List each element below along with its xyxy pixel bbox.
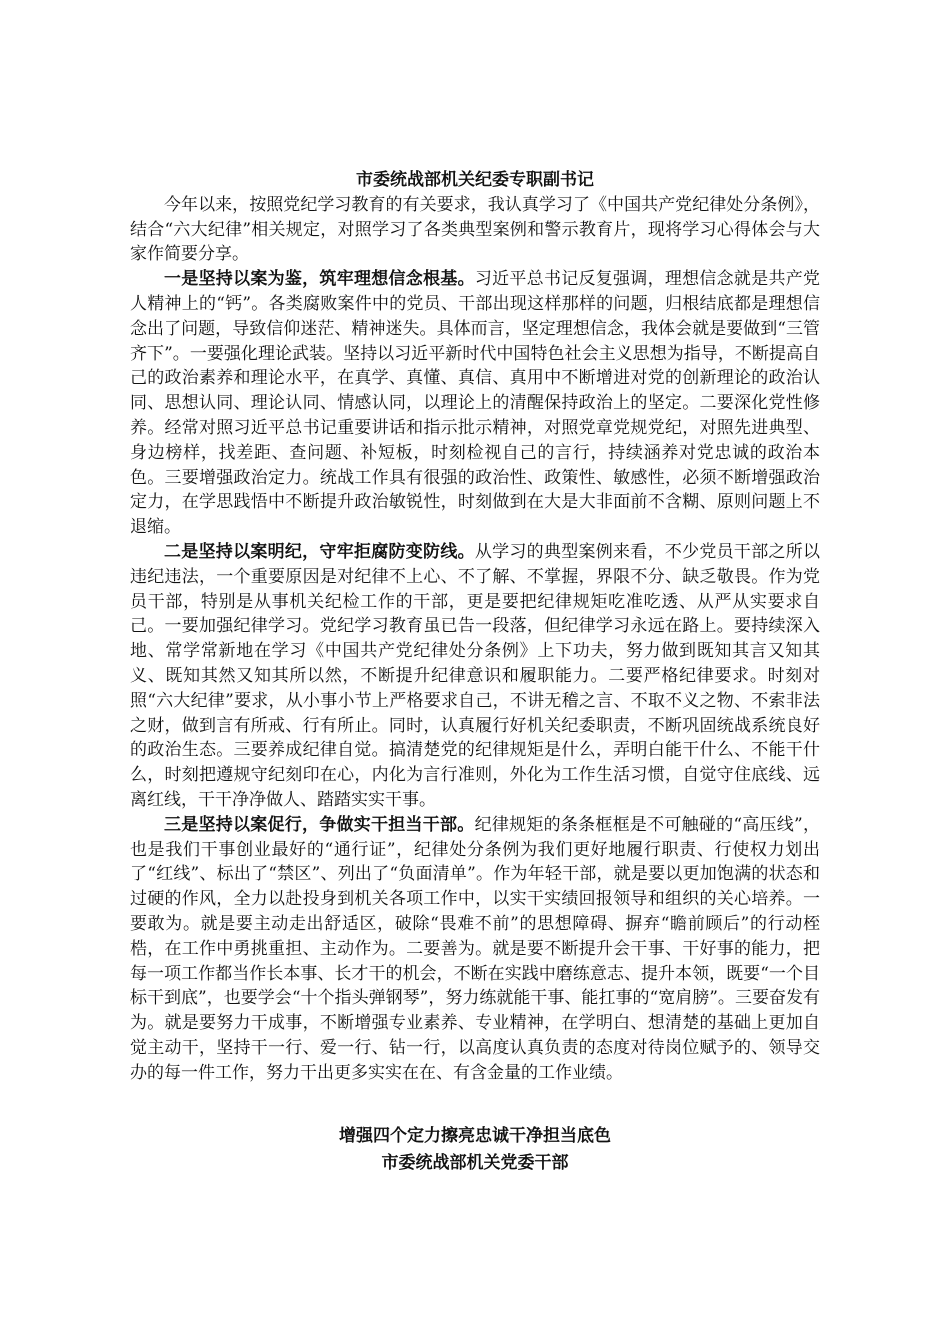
section-spacer [130, 1085, 820, 1123]
paragraph-3-lead: 三是坚持以案促行，争做实干担当干部。 [164, 814, 475, 835]
paragraph-2-lead: 二是坚持以案明纪，守牢拒腐防变防线。 [164, 541, 475, 562]
paragraph-1 [130, 267, 820, 540]
paragraph-3-body: 纪律规矩的条条框框是不可触碰的“高压线”，也是我们干事创业最好的“通行证”，纪律处分条例为我们更好地履行职责、行使权力划出了“红线”、标出了“禁区”、列出了“负面清单”。作为年轻干部，就是要以更加饱满的状态和过硬的作风，全力以赴投身到机关各项工作中，以实干实绩回报领导和组织的关心培养。一要敢为。就是要主动走出舒适区，破除“畏难不前”的思想障碍、摒弃“瞻前顾后”的行动桎梏，在工作中勇挑重担、主动作为。二要善为。就是要不断提升会干事、干好事的能力，把每一项工作都当作长本事、长才干的机会，不断在实践中磨练意志、提升本领，既要“一个目标干到底”，也要学会“十个指头弹钢琴”，努力练就能干事、能扛事的“宽肩膀”。三要奋发有为。就是要努力干成事，不断增强专业素养、专业精神，在学明白、想清楚的基础上更加自觉主动干，坚持干一行、爱一行、钻一行，以高度认真负责的态度对待岗位赋予的、领导交办的每一件工作，努力干出更多实实在在、有含金量的工作业绩。 [130, 814, 821, 1083]
document-page [130, 168, 820, 1177]
paragraph-2-body: 从学习的典型案例来看，不少党员干部之所以违纪违法，一个重要原因是对纪律不上心、不了解、不掌握，界限不分、缺乏敬畏。作为党员干部，特别是从事机关纪检工作的干部，更是要把纪律规矩吃准吃透、从严从实要求自己。一要加强纪律学习。党纪学习教育虽已告一段落，但纪律学习永远在路上。要持续深入地、常学常新地在学习《中国共产党纪律处分条例》上下功夫，努力做到既知其言又知其义、既知其然又知其所以然，不断提升纪律意识和履职能力。二要严格纪律要求。时刻对照“六大纪律”要求，从小事小节上严格要求自己，不讲无稽之言、不取不义之物、不索非法之财，做到言有所戒、行有所止。同时，认真履行好机关纪委职责，不断巩固统战系统良好的政治生态。三要养成纪律自觉。搞清楚党的纪律规矩是什么，弄明白能干什么、不能干什么，时刻把遵规守纪刻印在心，内化为言行准则，外化为工作生活习惯，自觉守住底线、远离红线，干干净净做人、踏踏实实干事。 [130, 541, 821, 810]
section-title: 市委统战部机关纪委专职副书记 [356, 170, 594, 190]
paragraph-1-lead: 一是坚持以案为鉴，筑牢理想信念根基。 [164, 269, 475, 290]
intro-paragraph: 今年以来，按照党纪学习教育的有关要求，我认真学习了《中国共产党纪律处分条例》，结合“六大纪律”相关规定，对照学习了各类典型案例和警示教育片，现将学习心得体会与大家作简要分享。 [130, 194, 820, 265]
section-2-title: 增强四个定力擦亮忠诚干净担当底色 [339, 1126, 611, 1147]
paragraph-2 [130, 540, 820, 813]
paragraph-1-body: 习近平总书记反复强调，理想信念就是共产党人精神上的“钙”。各类腐败案件中的党员、干部出现这样那样的问题，归根结底都是理想信念出了问题，导致信仰迷茫、精神迷失。具体而言，坚定理想信念，我体会就是要做到“三管齐下”。一要强化理论武装。坚持以习近平新时代中国特色社会主义思想为指导，不断提高自己的政治素养和理论水平，在真学、真懂、真信、真用中不断增进对党的创新理论的政治认同、思想认同、理论认同、情感认同，以理论上的清醒保持政治上的坚定。二要深化党性修养。经常对照习近平总书记重要讲话和指示批示精神，对照党章党规党纪，对照先进典型、身边榜样，找差距、查问题、补短板，时刻检视自己的言行，持续涵养对党忠诚的政治本色。三要增强政治定力。统战工作具有很强的政治性、政策性、敏感性，必须不断增强政治定力，在学思践悟中不断提升政治敏锐性，时刻做到在大是大非面前不含糊、原则问题上不退缩。 [130, 269, 821, 538]
paragraph-3 [130, 813, 820, 1086]
section-2-subtitle: 市委统战部机关党委干部 [381, 1153, 569, 1174]
